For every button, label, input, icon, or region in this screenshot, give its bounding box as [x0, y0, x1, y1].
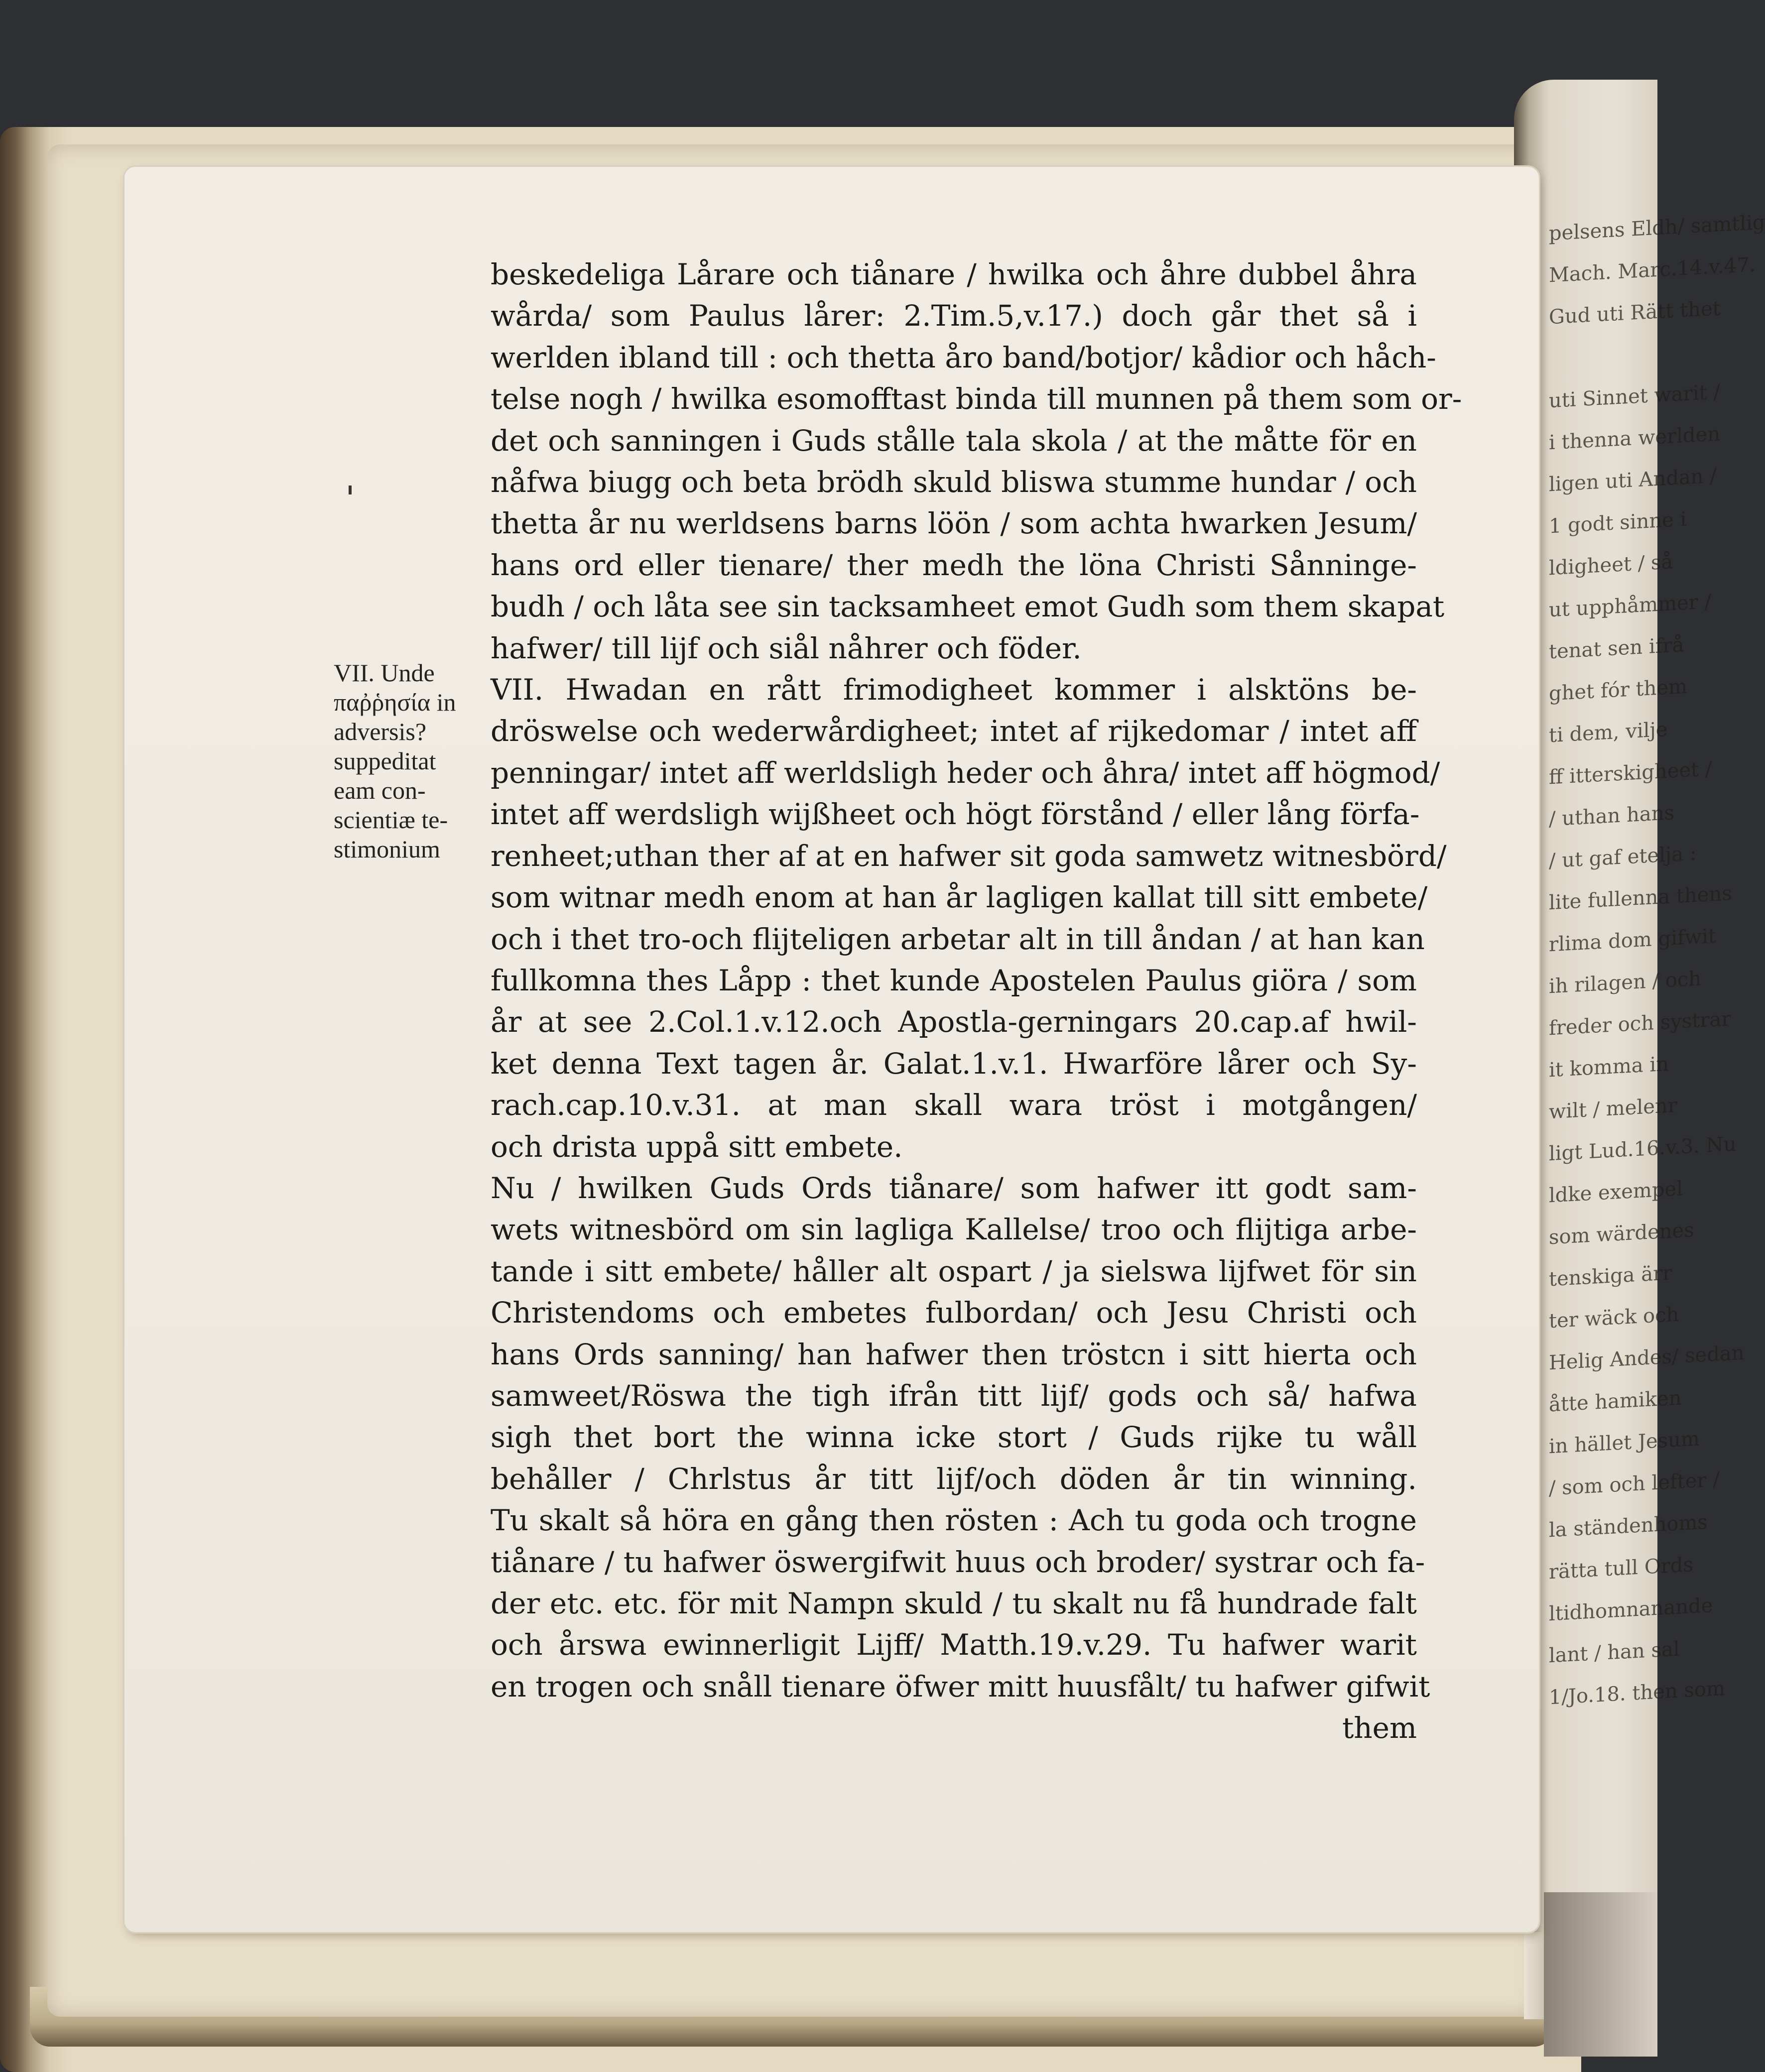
text-line: dröswelse och wederwårdigheet; intet af rijkedomar / intet aff: [491, 714, 1417, 748]
right-page-line: lite fullenna thens: [1549, 882, 1732, 915]
text-line: them: [1342, 1711, 1417, 1745]
text-line: wårda/ som Paulus lårer: 2.Tim.5,v.17.) doch går thet så i: [491, 299, 1417, 333]
text-line: Nu / hwilken Guds Ords tiånare/ som hafwer itt godt sam-: [491, 1171, 1417, 1205]
right-page-line: ff itterskigheet /: [1549, 757, 1712, 789]
text-line: år at see 2.Col.1.v.12.och Apostla-gerningars 20.cap.af hwil-: [491, 1005, 1417, 1039]
text-line: rach.cap.10.v.31. at man skall wara tröst i motgången/: [491, 1088, 1417, 1122]
text-line: och drista uppå sitt embete.: [491, 1129, 903, 1164]
margin-note-line: VII. Unde: [334, 659, 435, 687]
main-text-block: [491, 254, 1462, 1749]
right-page-line: lant / han sal: [1549, 1637, 1680, 1668]
text-line: tande i sitt embete/ håller alt ospart / ja sielswa lijfwet för sin: [491, 1254, 1417, 1288]
text-line: renheet;uthan ther af at en hafwer sit goda samwetz witnesbörd/: [491, 839, 1447, 873]
margin-note-line: stimonium: [334, 835, 440, 863]
right-page-line: i thenna werlden: [1549, 422, 1720, 455]
text-line: och årswa ewinnerligit Lijff/ Matth.19.v.29. Tu hafwer warit: [491, 1628, 1417, 1662]
text-line: budh / och låta see sin tacksamheet emot Gudh som them skapat: [491, 590, 1445, 624]
text-line: VII. Hwadan en rått frimodigheet kommer i alsktöns be-: [491, 673, 1417, 707]
text-line: hans ord eller tienare/ ther medh the löna Christi Sånninge-: [491, 548, 1417, 582]
right-page-line: Helig Andes/ sedan: [1549, 1341, 1745, 1375]
text-line: behåller / Chrlstus år titt lijf/och döden år tin winning.: [491, 1462, 1417, 1496]
right-page-line: freder och systrar: [1549, 1007, 1731, 1040]
text-line: fullkomna thes Låpp : thet kunde Apostelen Paulus giöra / som: [491, 963, 1417, 997]
text-line: nåfwa biugg och beta brödh skuld bliswa stumme hundar / och: [491, 465, 1417, 499]
text-line: det och sanningen i Guds stålle tala skola / at the måtte för en: [491, 423, 1417, 458]
right-page-line: rätta tull Ords: [1549, 1553, 1693, 1584]
text-line: sigh thet bort the winna icke stort / Guds rijke tu wåll: [491, 1420, 1417, 1455]
right-page-line: pelsens Eldh/ samtlig: [1549, 211, 1765, 245]
right-page-line: / ut gaf etelja :: [1549, 842, 1697, 873]
right-page-line: tenskiga ärr: [1549, 1261, 1672, 1291]
right-page-line: ih rilagen / och: [1549, 967, 1702, 998]
margin-note: [334, 658, 483, 864]
right-page-line: / uthan hans: [1549, 801, 1675, 831]
text-line: hans Ords sanning/ han hafwer then tröstcn i sitt hierta och: [491, 1337, 1417, 1371]
text-line: der etc. etc. för mit Nampn skuld / tu skalt nu få hundrade falt: [491, 1586, 1417, 1620]
right-page-line: it komma in: [1549, 1052, 1669, 1082]
right-page-line: ter wäck och: [1549, 1303, 1679, 1333]
right-page-line: ghet fór them: [1549, 675, 1687, 706]
text-line: wets witnesbörd om sin lagliga Kallelse/ troo och flijtiga arbe-: [491, 1213, 1417, 1247]
margin-note-line: eam con-: [334, 776, 426, 804]
right-page-line: ut upphåmmer /: [1549, 590, 1711, 622]
right-page-line: / som och lefter /: [1549, 1468, 1720, 1500]
right-page-line: ligt Lud.16.v.3. Nu: [1549, 1132, 1737, 1166]
text-line: penningar/ intet aff werldsligh heder och åhra/ intet aff högmod/: [491, 755, 1440, 790]
margin-note-line: suppeditat: [334, 747, 436, 775]
text-line: tiånare / tu hafwer öswergifwit huus och broder/ systrar och fa-: [491, 1545, 1425, 1579]
right-page-line: in hället Jesum: [1549, 1427, 1700, 1459]
right-page-line: 1 godt sinne i: [1549, 507, 1687, 538]
text-line: telse nogh / hwilka esomofftast binda till munnen på them som or-: [491, 382, 1462, 416]
right-page-line: ldke exempel: [1549, 1177, 1683, 1208]
margin-note-line: scientiæ te-: [334, 806, 448, 834]
right-page-line: ltidhomnanande: [1549, 1594, 1713, 1626]
margin-note-line: παῤῥησία in: [334, 688, 456, 716]
text-line: ket denna Text tagen år. Galat.1.v.1. Hwarföre lårer och Sy-: [491, 1046, 1417, 1081]
margin-mark: [349, 486, 352, 494]
right-page-line: rlima dom gifwit: [1549, 924, 1716, 957]
right-page-line: ti dem, vilje: [1549, 718, 1668, 747]
right-page-line: Mach. Marc.14.v.47.: [1549, 253, 1756, 287]
right-page-line: [1549, 331, 1688, 380]
right-page-line: som wärdenes: [1549, 1219, 1694, 1249]
right-page-line: wilt / melenr: [1549, 1094, 1677, 1124]
text-line: beskedeliga Lårare och tiånare / hwilka och åhre dubbel åhra: [491, 257, 1417, 291]
text-line: samweet/Röswa the tigh ifrån titt lijf/ gods och så/ hafwa: [491, 1378, 1417, 1413]
text-line: Christendoms och embetes fulbordan/ och Jesu Christi och: [491, 1296, 1417, 1330]
right-page-line: la ständenhoms: [1549, 1510, 1708, 1542]
right-page-flap: [1544, 1892, 1657, 2057]
right-page-line: 1/Jo.18. then som: [1549, 1677, 1725, 1709]
right-page-line: ldigheet / så: [1549, 550, 1673, 580]
right-page-line: åtte hamiken: [1549, 1386, 1682, 1417]
right-page-line: uti Sinnet warit /: [1549, 380, 1720, 413]
text-line: werlden ibland till : och thetta åro band/botjor/ kådior och håch-: [491, 340, 1436, 374]
right-page-line: Gud uti Rätt thet: [1549, 297, 1721, 329]
text-line: thetta år nu werldsens barns löön / som achta hwarken Jesum/: [491, 506, 1417, 541]
right-page-text: [1549, 76, 1765, 2066]
text-line: som witnar medh enom at han år lagligen kallat till sitt embete/: [491, 880, 1428, 915]
margin-note-line: adversis?: [334, 718, 427, 745]
right-page-line: ligen uti Andan /: [1549, 464, 1717, 496]
text-line: och i thet tro-och flijteligen arbetar alt in till åndan / at han kan: [491, 922, 1425, 956]
text-line: hafwer/ till lijf och siål nåhrer och föder.: [491, 631, 1082, 665]
text-line: intet aff werdsligh wijßheet och högt förstånd / eller lång förfa-: [491, 797, 1420, 832]
right-page-line: tenat sen ifrå: [1549, 633, 1684, 664]
text-line: Tu skalt så höra en gång then rösten : Ach tu goda och trogne: [491, 1503, 1417, 1538]
text-line: en trogen och snåll tienare öfwer mitt huusfålt/ tu hafwer gifwit: [491, 1669, 1430, 1704]
